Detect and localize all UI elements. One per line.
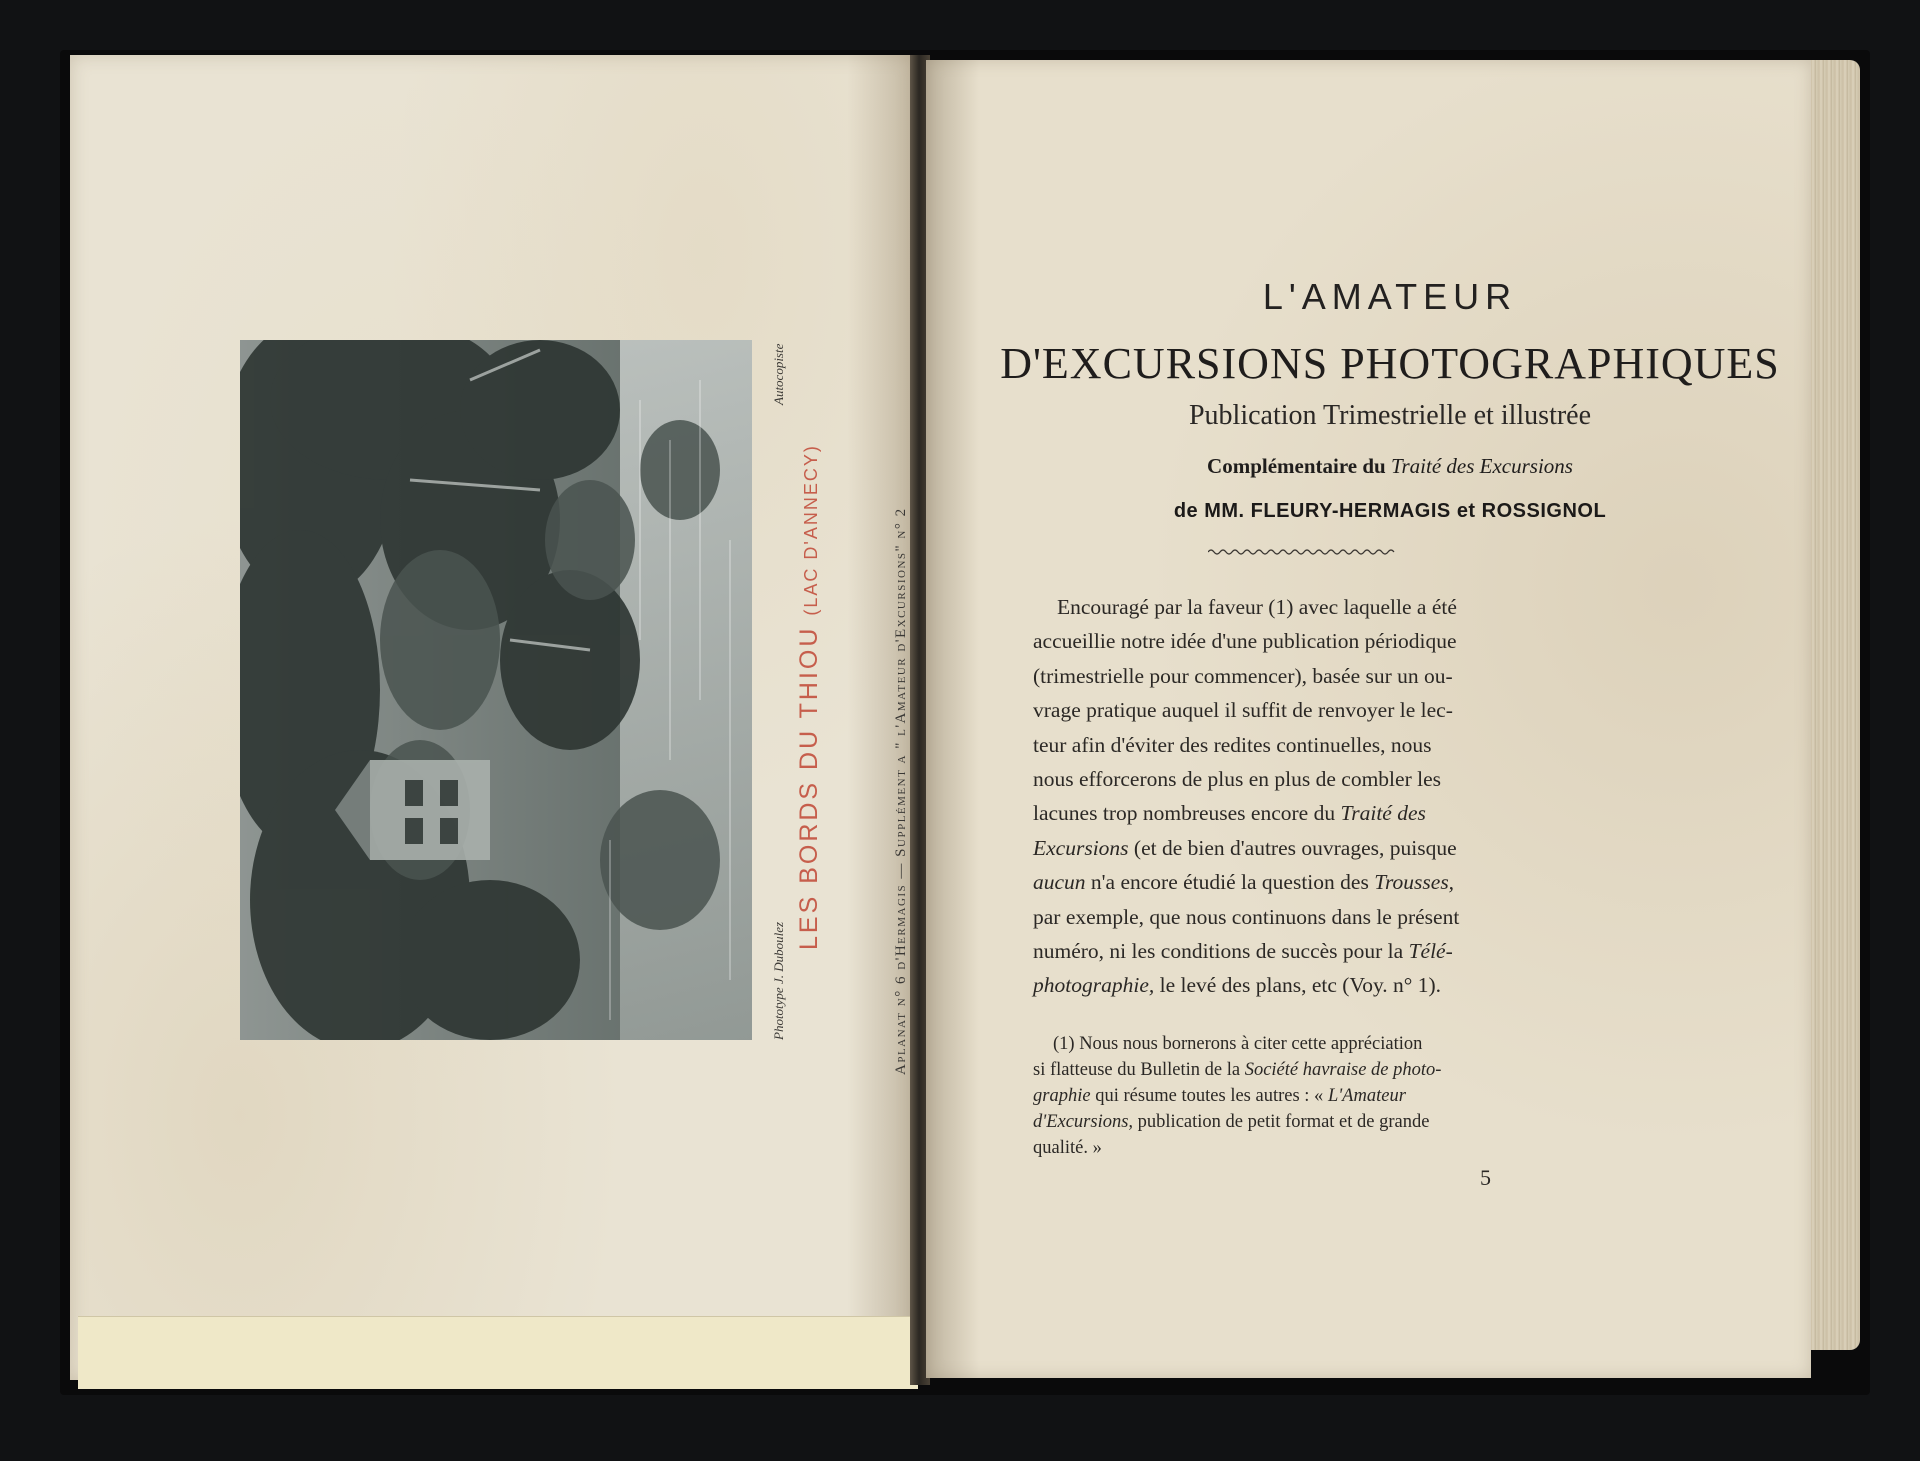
left-page-folded-edge (78, 1316, 918, 1389)
body-text-run: (et de bien d'autres ouvrages, puisque (1133, 835, 1457, 860)
footnote-line (1033, 1083, 1568, 1109)
plate-subtitle: (LAC D'ANNECY) (801, 444, 821, 616)
masthead-subtitle: Publication Trimestrielle et illustrée (1188, 400, 1592, 431)
decorative-wavy-rule (1208, 547, 1395, 557)
plate-photograph (240, 340, 752, 1040)
footnote-italic-run: Société havraise de photo- (1244, 1060, 1442, 1080)
photo-credit-phototype: Phototype J. Duboulez (771, 921, 786, 1040)
body-line (1033, 968, 1573, 1002)
footnote-text-run: publication de petit format et de grande (1137, 1112, 1430, 1132)
masthead-complement (1000, 454, 1780, 479)
body-italic-run: Traité des (1340, 801, 1426, 826)
plate-title: LES BORDS DU THIOU (795, 625, 823, 950)
body-text-run: numéro, ni les conditions de succès pour la (1033, 939, 1404, 964)
photo-credit-autocopiste: Autocopiste (771, 343, 786, 405)
footnote-text-run: si flatteuse du Bulletin de la (1033, 1060, 1241, 1080)
landscape-image (240, 340, 752, 1040)
masthead-title-line2: D'EXCURSIONS PHOTOGRAPHIQUES (1000, 339, 1780, 388)
body-line (1033, 796, 1573, 830)
footnote-italic-run: graphie (1033, 1086, 1091, 1106)
page-number: 5 (1480, 1165, 1491, 1190)
footnote-line: (1) Nous nous bornerons à citer cette appréciation (1053, 1034, 1423, 1054)
footnote-line: qualité. » (1033, 1138, 1102, 1158)
body-line: teur afin d'éviter des redites continuelles, nous (1033, 732, 1432, 757)
body-line (1033, 831, 1573, 865)
plate-caption (795, 444, 824, 950)
body-text-run: n'a encore étudié la question des (1090, 870, 1369, 895)
footnote (1033, 1031, 1568, 1161)
footnote-line (1033, 1109, 1568, 1135)
body-text-run: lacunes trop nombreuses encore du (1033, 801, 1336, 826)
body-line (1033, 934, 1573, 968)
body-line: vrage pratique auquel il suffit de renvoyer le lec- (1033, 698, 1453, 723)
body-line: (trimestrielle pour commencer), basée sur un ou- (1033, 663, 1453, 688)
footnote-text-run: qui résume toutes les autres : « (1095, 1086, 1324, 1106)
body-line: par exemple, que nous continuons dans le présent (1033, 904, 1460, 929)
body-paragraph (1033, 590, 1573, 1003)
body-line: Encouragé par la faveur (1) avec laquelle a été (1057, 595, 1457, 619)
plate-supplement-note: Aplanat n° 6 d'Hermagis — Supplément a " l'Amateur d'Excursions" n° 2 (893, 507, 909, 1075)
body-italic-run: Trousses, (1374, 870, 1455, 895)
body-italic-run: aucun (1033, 870, 1086, 895)
masthead-title-line1: L'AMATEUR (1262, 276, 1518, 317)
body-italic-run: photographie, (1033, 973, 1155, 998)
footnote-italic-run: L'Amateur (1327, 1086, 1406, 1106)
body-line: nous efforcerons de plus en plus de combler les (1033, 767, 1441, 792)
body-text-run: le levé des plans, etc (Voy. n° 1). (1159, 973, 1442, 998)
complement-work-title: Traité des Excursions (1390, 454, 1573, 478)
body-italic-run: Excursions (1033, 835, 1129, 860)
footnote-italic-run: d'Excursions, (1033, 1112, 1134, 1132)
masthead-authors: de MM. FLEURY-HERMAGIS et ROSSIGNOL (1173, 500, 1607, 522)
body-italic-run: Télé- (1408, 939, 1453, 964)
footnote-line (1033, 1057, 1568, 1083)
body-line (1033, 865, 1573, 899)
body-line: accueillie notre idée d'une publication périodique (1033, 629, 1457, 654)
complement-label: Complémentaire du (1207, 454, 1386, 478)
